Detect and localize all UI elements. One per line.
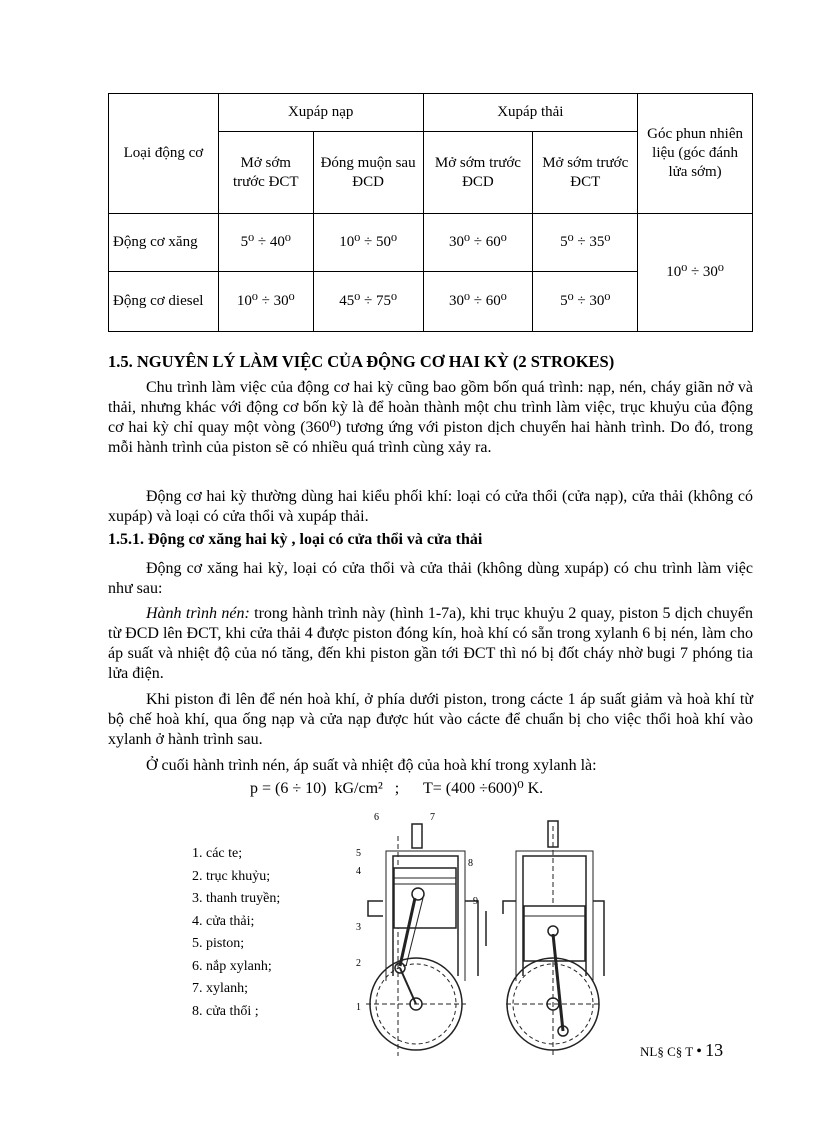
table-cell: 45⁰ ÷ 75⁰ [313,272,423,332]
table-cell: 5⁰ ÷ 40⁰ [218,214,313,272]
figure-label: 2 [356,958,361,969]
figure-label: 8 [468,858,473,869]
table-cell: 30⁰ ÷ 60⁰ [423,214,533,272]
figure-label: 5 [356,848,361,859]
legend-item: 1. các te; [192,846,243,861]
paragraph: Động cơ hai kỳ thường dùng hai kiểu phối khí: loại có cửa thổi (cửa nạp), cửa thải (không có xupáp) và loại có cửa thổi và xupáp thải. [108,488,753,525]
transfer-port-8 [465,901,478,976]
footer-text: NL§ C§ T [640,1044,693,1059]
cell-injection-angle: 10⁰ ÷ 30⁰ [638,214,753,332]
table-cell: 5⁰ ÷ 30⁰ [533,272,638,332]
table-cell: 5⁰ ÷ 35⁰ [533,214,638,272]
subheader-intake-close: Đóng muộn sau ĐCD [313,132,423,214]
subsection-heading: 1.5.1. Động cơ xăng hai kỳ , loại có cửa thổi và cửa thải [108,531,483,548]
figure-label: 6 [374,812,379,823]
legend-item: 4. cửa thải; [192,913,255,929]
table-cell: 10⁰ ÷ 50⁰ [313,214,423,272]
subheader-exhaust-open: Mở sớm trước ĐCD [423,132,533,214]
engine-a [356,812,486,1056]
figure-label: 7 [430,812,435,823]
paragraph: Động cơ xăng hai kỳ, loại có cửa thổi và cửa thải (không dùng xupáp) có chu trình làm việc như sau: [108,560,753,597]
legend-item: 8. cửa thổi ; [192,1003,259,1019]
crank-arm [400,968,416,1004]
legend-item: 2. trục khuỷu; [192,868,271,884]
header-injection-angle: Góc phun nhiên liệu (góc đánh lửa sớm) [638,94,753,214]
paragraph [108,604,753,684]
legend-item: 3. thanh truyền; [192,891,281,906]
page-footer [640,1040,723,1061]
paragraph: Ở cuối hành trình nén, áp suất và nhiệt độ của hoà khí trong xylanh là: [146,757,597,774]
section-heading: 1.5. NGUYÊN LÝ LÀM VIỆC CỦA ĐỘNG CƠ HAI KỲ (2 STROKES) [108,352,615,371]
figure-legend [192,843,280,1023]
italic-lead: Hành trình nén: [146,605,250,622]
paragraph: Khi piston đi lên để nén hoà khí, ở phía dưới piston, trong cácte 1 áp suất giảm và hoà khí từ bộ chế hoà khí, qua ống nạp và cửa nạp được hút vào cácte để chuẩn bị cho việc thổi hoà khí vào xylanh ở hành trình sau. [108,691,753,748]
row-petrol-engine: Động cơ xăng [109,214,219,272]
header-exhaust-valve: Xupáp thải [423,94,638,132]
page-number: 13 [705,1040,724,1060]
figure-label: 9 [473,896,478,907]
formula: p = (6 ÷ 10) kG/cm² ; T= (400 ÷600)⁰ K. [250,780,544,797]
table-cell: 30⁰ ÷ 60⁰ [423,272,533,332]
piston-5 [394,868,456,928]
engine-b [503,821,604,1056]
spark-plug-7 [412,824,422,848]
exhaust-port [503,901,516,914]
legend-item: 7. xylanh; [192,981,248,996]
table-cell: 10⁰ ÷ 30⁰ [218,272,313,332]
paragraph: Chu trình làm việc của động cơ hai kỳ cũng bao gồm bốn quá trình: nạp, nén, cháy giãn nở và thải, nhưng khác với động cơ bốn kỳ là để hoàn thành một chu trình làm việc, trục khuỷu của động cơ hai kỳ chỉ quay một vòng (360⁰) tương ứng với piston dịch chuyển hai hành trình. Do đó, trong mỗi hành trình của piston sẽ có nhiều quá trình cùng xảy ra. [108,379,753,456]
figure-label: 3 [356,922,361,933]
paragraph-rest: trong hành trình này (hình 1-7a), khi trục khuỷu 2 quay, piston 5 dịch chuyển từ ĐCD lên ĐCT, khi cửa thải 4 được piston đóng kín, hoà khí có sẵn trong xylanh 6 bị nén, làm cho áp suất và nhiệt độ của nó tăng, đến khi piston gần tới ĐCT thì nó bị đốt cháy nhờ bugi 7 phóng tia lửa điện. [108,605,753,682]
footer-bullet: • [696,1043,702,1060]
two-stroke-engine-diagram [338,806,628,1076]
header-intake-valve: Xupáp nạp [218,94,423,132]
legend-item: 5. piston; [192,936,245,951]
exhaust-port-4 [368,901,383,916]
subheader-exhaust-close: Mở sớm trước ĐCT [533,132,638,214]
legend-item: 6. nắp xylanh; [192,958,272,974]
subheader-intake-open: Mở sớm trước ĐCT [218,132,313,214]
header-engine-type: Loại động cơ [109,94,219,214]
figure-label: 1 [356,1002,361,1013]
figure-label: 4 [356,866,361,877]
valve-timing-table [108,93,753,332]
row-diesel-engine: Động cơ diesel [109,272,219,332]
transfer-port [593,901,604,976]
